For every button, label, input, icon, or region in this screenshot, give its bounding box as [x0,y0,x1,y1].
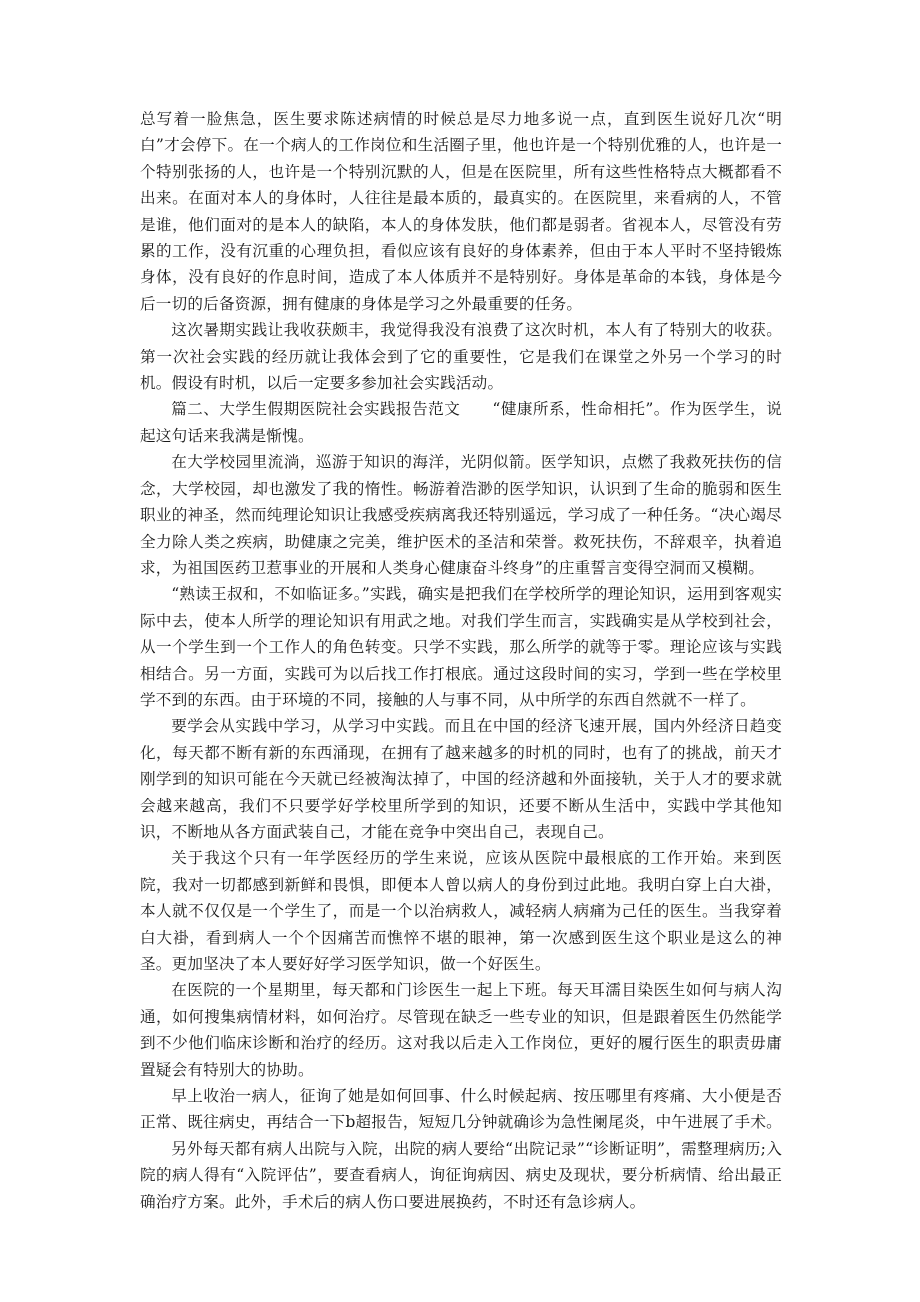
paragraph-summer-practice: 这次暑期实践让我收获颇丰，我觉得我没有浪费了这次时机，本人有了特别大的收获。第一次社会实践的经历就让我体会到了它的重要性，它是我们在课堂之外另一个学习的时机。假设有时机，以后一定要多参加社会实践活动。 [140,321,782,393]
paragraph-practice-theory: “熟读王叔和，不如临证多。”实践，确实是把我们在学校所学的理论知识，运用到客观实际中去，使本人所学的理论知识有用武之地。对我们学生而言，实践确实是从学校到社会，从一个学生到一个工作人的角色转变。只学不实践，那么所学的就等于零。理论应该与实践相结合。另一方面，实践可为以后找工作打根底。通过这段时间的实习，学到一些在学校里学不到的东西。由于环境的不同，接触的人与事不同，从中所学的东西自然就不一样了。 [140,585,782,709]
paragraph-campus-life: 在大学校园里流淌，巡游于知识的海洋，光阴似箭。医学知识，点燃了我救死扶伤的信念，大学校园，却也激发了我的惰性。畅游着浩渺的医学知识，认识到了生命的脆弱和医生职业的神圣，然而纯理论知识让我感受疾病离我还特别遥远，学习成了一种任务。“决心竭尽全力除人类之疾病，助健康之完美，维护医术的圣洁和荣誉。救死扶伤，不辞艰辛，执着追求，为祖国医药卫惹事业的开展和人类身心健康奋斗终身”的庄重誓言变得空洞而又模糊。 [140,453,782,577]
document-body [140,106,782,1215]
paragraph-learn-from-practice: 要学会从实践中学习，从学习中实践。而且在中国的经济飞速开展，国内外经济日趋变化，每天都不断有新的东西涌现，在拥有了越来越多的时机的同时，也有了的挑战，前天才刚学到的知识可能在今天就已经被淘汰掉了，中国的经济越和外面接轨，关于人才的要求就会越来越高，我们不只要学好学校里所学到的知识，还要不断从生活中，实践中学其他知识，不断地从各方面武装自己，才能在竞争中突出自己，表现自己。 [140,717,782,841]
paragraph-appendicitis-case: 早上收治一病人，征询了她是如何回事、什么时候起病、按压哪里有疼痛、大小便是否正常、既往病史，再结合一下b超报告，短短几分钟就确诊为急性阑尾炎，中午进展了手术。 [140,1087,782,1132]
paragraph-admission-discharge: 另外每天都有病人出院与入院，出院的病人要给“出院记录”“诊断证明”，需整理病历;入院的病人得有“入院评估”，要查看病人，询征询病因、病史及现状，要分析病情、给出最正确治疗方案。此外，手术后的病人伤口要进展换药，不时还有急诊病人。 [140,1139,782,1211]
paragraph-first-year-student: 关于我这个只有一年学医经历的学生来说，应该从医院中最根底的工作开始。来到医院，我对一切都感到新鲜和畏惧，即便本人曾以病人的身份到过此地。我明白穿上白大褂，本人就不仅仅是一个学生了，而是一个以治病救人，减轻病人病痛为己任的医生。当我穿着白大褂，看到病人一个个因痛苦而憔悴不堪的眼神，第一次感到医生这个职业是这么的神圣。更加坚决了本人要好好学习医学知识，做一个好医生。 [140,849,782,973]
paragraph-continuation: 总写着一脸焦急，医生要求陈述病情的时候总是尽力地多说一点，直到医生说好几次“明白”才会停下。在一个病人的工作岗位和生活圈子里，他也许是一个特别优雅的人，也许是一个特别张扬的人，也许是一个特别沉默的人，但是在医院里，所有这些性格特点大概都看不出来。在面对本人的身体时，人往往是最本质的，最真实的。在医院里，来看病的人，不管是谁，他们面对的是本人的缺陷，本人的身体发肤，他们都是弱者。省视本人，尽管没有劳累的工作，没有沉重的心理负担，看似应该有良好的身体素养，但由于本人平时不坚持锻炼身体，没有良好的作息时间，造成了本人体质并不是特别好。身体是革命的本钱，身体是今后一切的后备资源，拥有健康的身体是学习之外最重要的任务。 [140,110,782,313]
paragraph-outpatient-week: 在医院的一个星期里，每天都和门诊医生一起上下班。每天耳濡目染医生如何与病人沟通，如何搜集病情材料，如何治疗。尽管现在缺乏一些专业的知识，但是跟着医生仍然能学到不少他们临床诊断和治疗的经历。这对我以后走入工作岗位，更好的履行医生的职责毋庸置疑会有特别大的协助。 [140,981,782,1079]
paragraph-section-two-heading: 篇二、大学生假期医院社会实践报告范文 “健康所系，性命相托”。作为医学生，说起这句话来我满是惭愧。 [140,400,782,445]
